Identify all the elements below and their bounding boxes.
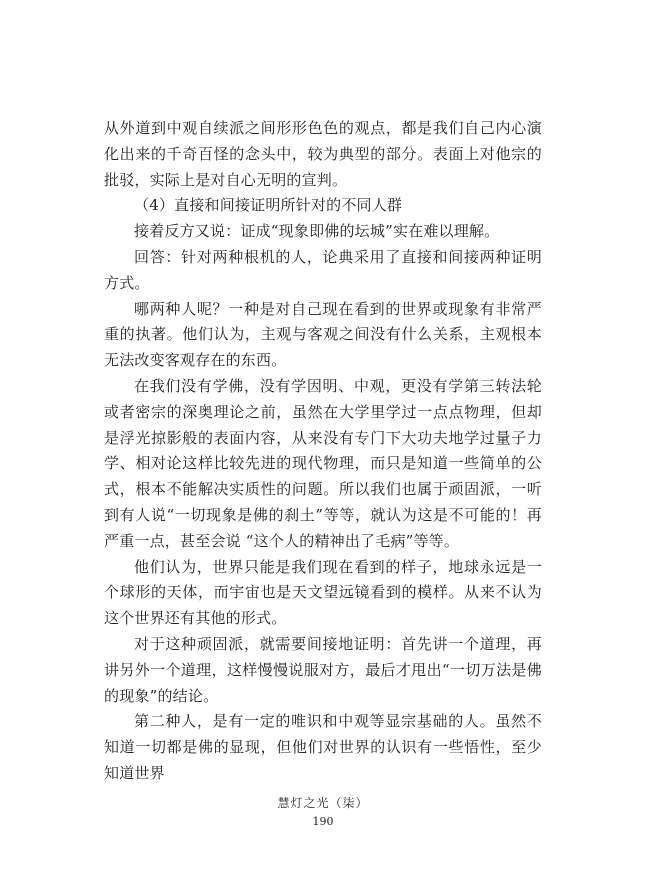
section-heading: （4）直接和间接证明所针对的不同人群 xyxy=(134,196,403,215)
paragraph: 哪两种人呢？一种是对自己现在看到的世界或现象有非常严重的执著。他们认为，主观与客观之间没有什么关系，主观根本无法改变客观存在的东西。 xyxy=(104,299,542,370)
paragraph: 回答：针对两种根机的人，论典采用了直接和间接两种证明方式。 xyxy=(104,247,542,292)
paragraph-continuation: 从外道到中观自续派之间形形色色的观点，都是我们自己内心演化出来的千奇百怪的念头中，较为典型的部分。表面上对他宗的批驳，实际上是对自心无明的宣判。 xyxy=(104,119,542,189)
page-number: 190 xyxy=(312,815,334,828)
paragraph: 在我们没有学佛，没有学因明、中观，更没有学第三转法轮或者密宗的深奥理论之前，虽然在大学里学过一点点物理，但却是浮光掠影般的表面内容，从来没有专门下大功夫地学过量子力学、相对论这样比较先进的现代物理，而只是知道一些简单的公式，根本不能解决实质性的问题。所以我们也属于顽固派，一听到有人说“一切现象是佛的刹土”等等，就认为这是不可能的！再严重一点，甚至会说 “这个人的精神出了毛病”等等。 xyxy=(104,376,542,550)
paragraph: 接着反方又说：证成“现象即佛的坛城”实在难以理解。 xyxy=(134,222,500,241)
paragraph: 第二种人，是有一定的唯识和中观等显宗基础的人。虽然不知道一切都是佛的显现，但他们对世界的认识有一些悟性，至少知道世界 xyxy=(104,712,542,782)
paragraph: 对于这种顽固派，就需要间接地证明：首先讲一个道理，再讲另外一个道理，这样慢慢说服对方，最后才甩出“一切万法是佛的现象”的结论。 xyxy=(104,634,542,705)
book-title: 慧灯之光（柒） xyxy=(277,796,369,810)
paragraph: 他们认为，世界只能是我们现在看到的样子，地球永远是一个球形的天体，而宇宙也是天文望远镜看到的模样。从来不认为这个世界还有其他的形式。 xyxy=(104,557,542,628)
page-body xyxy=(104,116,542,787)
